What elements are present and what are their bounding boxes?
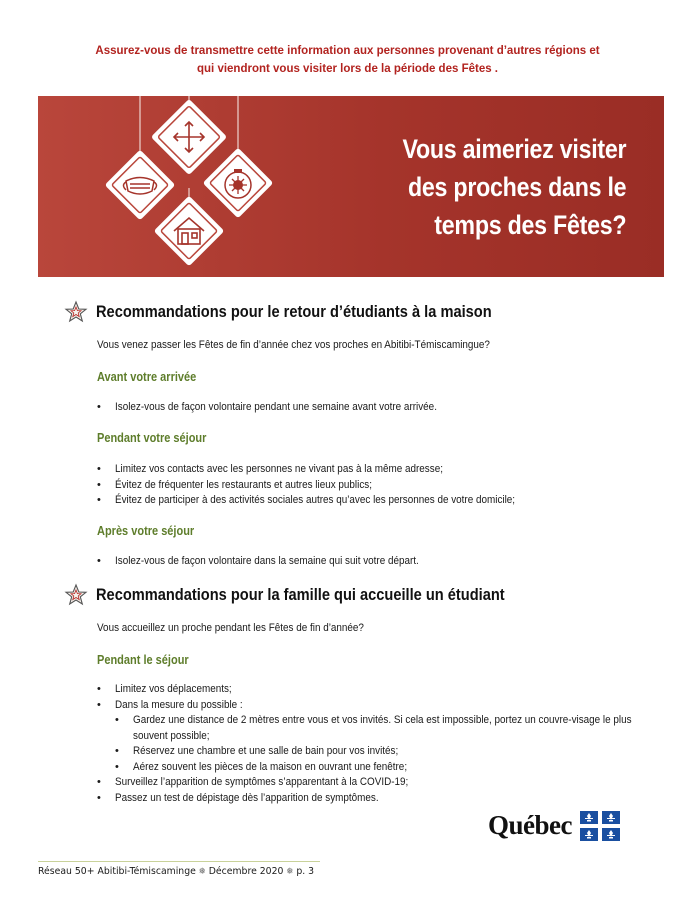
notice-line-1: Assurez-vous de transmettre cette information aux personnes provenant d’autres régions et [95, 45, 600, 57]
host-during-stay-heading: Pendant le séjour [97, 653, 189, 667]
list-item: • Dans la mesure du possible : • Gardez une distance de 2 mètres entre vous et vos invités. Si cela est impossible, portez un couvre-visage le plus souvent possible; • Réservez une chambre et une salle de bain pour vos invités; • Aérez souvent les pièces de la maison en ouvrant une fenêtre; [97, 698, 695, 776]
quebec-flag-icon [580, 811, 620, 841]
after-stay-heading: Après votre séjour [97, 524, 195, 538]
banner-title [402, 130, 626, 244]
holiday-banner [38, 96, 664, 277]
footer-separator-icon: ❅ [286, 867, 294, 877]
footer-separator-icon: ❅ [198, 867, 206, 877]
house-icon [154, 196, 225, 267]
virus-ornament-icon [203, 148, 274, 219]
sub-list [115, 713, 695, 775]
list-item: • Limitez vos déplacements; [97, 682, 695, 698]
quebec-logo [488, 810, 620, 841]
list-item: • Isolez-vous de façon volontaire pendant une semaine avant votre arrivée. [97, 400, 473, 416]
page-footer [38, 866, 314, 877]
banner-title-line-1: Vous aimeriez visiter [402, 134, 626, 164]
section-host-family-heading [64, 583, 571, 607]
list-item: • Isolez-vous de façon volontaire dans la semaine qui suit votre départ. [97, 554, 453, 570]
transmit-notice [40, 42, 655, 78]
sub-list-item: • Aérez souvent les pièces de la maison en ouvrant une fenêtre; [115, 760, 695, 776]
banner-title-line-2: des proches dans le [407, 172, 626, 202]
mask-icon [105, 150, 176, 221]
list-item: • Évitez de participer à des activités sociales autres qu’avec les personnes de votre domicile; [97, 493, 560, 509]
footer-divider [38, 861, 320, 862]
arrows-icon [151, 99, 227, 175]
list-item: • Limitez vos contacts avec les personnes ne vivant pas à la même adresse; [97, 462, 560, 478]
section-students-heading [64, 300, 556, 324]
star-icon [64, 300, 88, 324]
during-stay-heading: Pendant votre séjour [97, 431, 207, 445]
star-icon [64, 583, 88, 607]
section-students-intro: Vous venez passer les Fêtes de fin d’année chez vos proches en Abitibi-Témiscamingue? [97, 339, 490, 351]
footer-org: Réseau 50+ Abitibi-Témiscaminge [38, 866, 196, 877]
list-item: • Passez un test de dépistage dès l’apparition de symptômes. [97, 791, 695, 807]
holiday-ornaments-illustration [68, 96, 308, 277]
sub-list-item: • Réservez une chambre et une salle de bain pour vos invités; [115, 744, 695, 760]
after-stay-list [97, 554, 453, 570]
section-host-family-intro: Vous accueillez un proche pendant les Fêtes de fin d’année? [97, 622, 364, 634]
footer-page-number: p. 3 [296, 866, 315, 877]
section-students-title: Recommandations pour le retour d’étudiants à la maison [96, 302, 492, 321]
host-during-stay-list [97, 682, 695, 806]
before-arrival-list [97, 400, 473, 416]
notice-line-2: qui viendront vous visiter lors de la période des Fêtes . [197, 63, 498, 75]
sub-list-item: • Gardez une distance de 2 mètres entre vous et vos invités. Si cela est impossible, portez un couvre-visage le plus souvent possible; [115, 713, 695, 744]
before-arrival-heading: Avant votre arrivée [97, 370, 197, 384]
list-item: • Évitez de fréquenter les restaurants et autres lieux publics; [97, 478, 560, 494]
quebec-wordmark: Québec [488, 810, 572, 840]
section-host-family-title: Recommandations pour la famille qui accueille un étudiant [96, 585, 505, 604]
during-stay-list [97, 462, 560, 509]
list-item: • Surveillez l’apparition de symptômes s’apparentant à la COVID-19; [97, 775, 695, 791]
footer-date: Décembre 2020 [208, 866, 284, 877]
banner-title-line-3: temps des Fêtes? [433, 210, 626, 240]
